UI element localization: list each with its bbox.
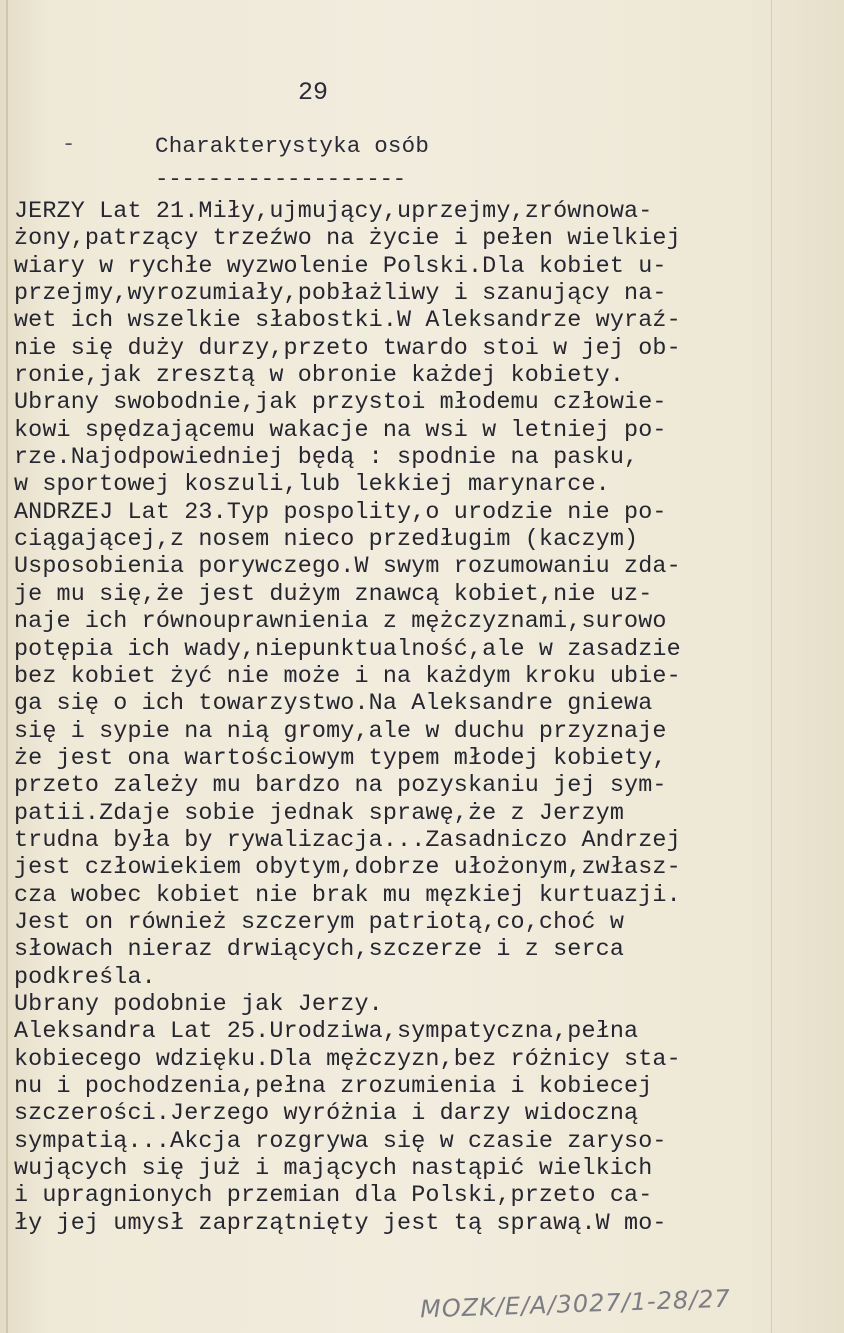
text-line: słowach nieraz drwiących,szczerze i z serca	[14, 937, 625, 964]
text-line: ANDRZEJ Lat 23.Typ pospolity,o urodzie nie po-	[14, 499, 667, 526]
text-line: szczerości.Jerzego wyróżnia i darzy widoczną	[14, 1101, 639, 1128]
text-line: trudna była by rywalizacja...Zasadniczo Andrzej	[14, 827, 681, 854]
text-line: sympatią...Akcja rozgrywa się w czasie zaryso-	[14, 1128, 667, 1155]
text-line: wiary w rychłe wyzwolenie Polski.Dla kobiet u-	[14, 253, 667, 280]
text-line: w sportowej koszuli,lub lekkiej marynarce.	[14, 472, 610, 499]
text-line: je mu się,że jest dużym znawcą kobiet,nie uz-	[14, 581, 653, 608]
text-line: Aleksandra Lat 25.Urodziwa,sympatyczna,pełna	[14, 1019, 639, 1046]
text-line: ronie,jak zresztą w obronie każdej kobiety.	[14, 363, 625, 390]
text-line: Usposobienia porywczego.W swym rozumowaniu zda-	[14, 554, 681, 581]
text-line: ły jej umysł zaprzątnięty jest tą sprawą.W mo-	[14, 1210, 667, 1237]
text-line: kowi spędzającemu wakacje na wsi w letniej po-	[14, 417, 667, 444]
text-line: Jest on również szczerym patriotą,co,choć w	[14, 909, 625, 936]
text-line: się i sypie na nią gromy,ale w duchu przyznaje	[14, 718, 667, 745]
text-line: wujących się już i mających nastąpić wielkich	[14, 1156, 653, 1183]
title-underline: -------------------	[155, 166, 406, 192]
text-line: Ubrany swobodnie,jak przystoi młodemu człowie-	[14, 390, 667, 417]
page-title: Charakterystyka osób	[155, 133, 430, 159]
text-line: przeto zależy mu bardzo na pozyskaniu jej sym-	[14, 773, 667, 800]
text-line: ciągającej,z nosem nieco przedługim (kaczym)	[14, 527, 639, 554]
text-line: Ubrany podobnie jak Jerzy.	[14, 991, 383, 1018]
text-line: przejmy,wyrozumiały,pobłażliwy i szanujący na-	[14, 281, 667, 308]
archive-reference: MOZK/E/A/3027/1-28/27	[419, 1284, 732, 1324]
body-text	[14, 199, 774, 1238]
text-line: potępia ich wady,niepunktualność,ale w zasadzie	[14, 636, 681, 663]
text-line: jest człowiekiem obytym,dobrze ułożonym,zwłasz-	[14, 855, 681, 882]
text-line: podkreśla.	[14, 964, 156, 991]
text-line: nu i pochodzenia,pełna zrozumienia i kobiecej	[14, 1074, 653, 1100]
text-line: bez kobiet żyć nie może i na każdym kroku ubie-	[14, 663, 681, 690]
text-line: ga się o ich towarzystwo.Na Aleksandre gniewa	[14, 691, 653, 718]
text-line: kobiecego wdzięku.Dla mężczyzn,bez różnicy sta-	[14, 1046, 681, 1073]
text-line: JERZY Lat 21.Miły,ujmujący,uprzejmy,zrównowa-	[14, 199, 653, 225]
text-line: rze.Najodpowiedniej będą : spodnie na pasku,	[14, 445, 639, 472]
title-dash: -	[62, 132, 76, 157]
text-line: naje ich równouprawnienia z mężczyznami,surowo	[14, 609, 667, 636]
text-line: wet ich wszelkie słabostki.W Aleksandrze wyraź-	[14, 308, 681, 335]
binding-edge	[6, 0, 8, 1333]
text-line: i upragnionych przemian dla Polski,przeto ca-	[14, 1183, 653, 1210]
text-line: żony,patrzący trzeźwo na życie i pełen wielkiej	[14, 226, 681, 253]
text-line: cza wobec kobiet nie brak mu męzkiej kurtuazji.	[14, 882, 681, 909]
text-line: że jest ona wartościowym typem młodej kobiety,	[14, 745, 667, 772]
text-line: patii.Zdaje sobie jednak sprawę,że z Jerzym	[14, 800, 625, 827]
text-line: nie się duży durzy,przeto twardo stoi w jej ob-	[14, 335, 681, 362]
page-number: 29	[298, 78, 329, 107]
